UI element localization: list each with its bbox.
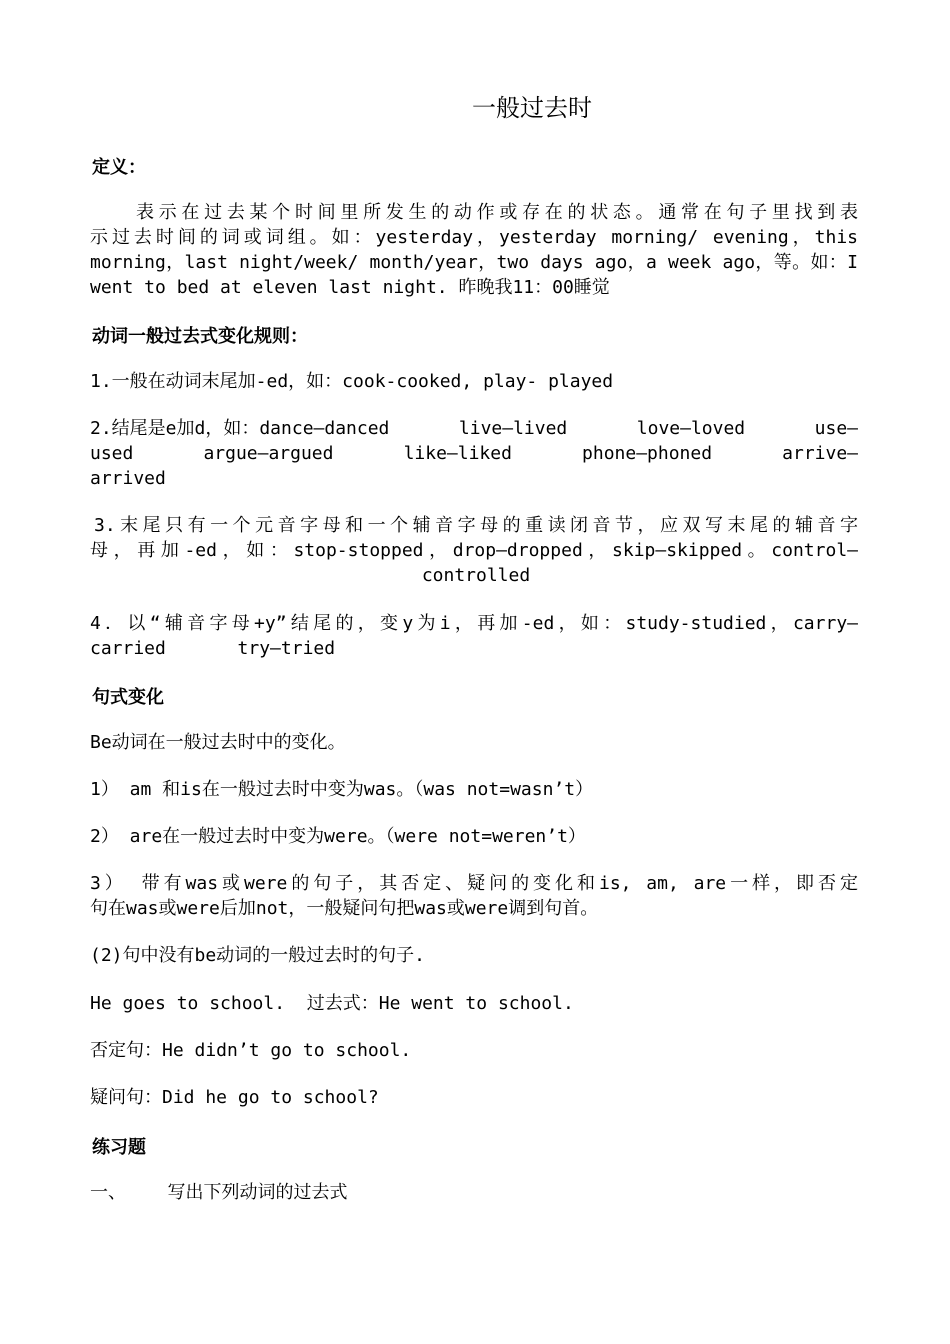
definition-line: morning，last night/week/ month/year，two days ago，a week ago，等。如：I (90, 252, 858, 273)
rule-4 (90, 611, 858, 661)
no-be-heading: (2)句中没有be动词的一般过去时的句子. (90, 945, 426, 966)
rule-3-line: controlled (421, 565, 531, 586)
rule-2-line: arrived (90, 468, 166, 489)
exercise-task: 写出下列动词的过去式 (167, 1182, 348, 1203)
be-item-3 (90, 871, 858, 921)
be-item-3-line: 句在was或were后加not，一般疑问句把was或were调到句首。 (90, 898, 599, 919)
rule-4-line: 4．以“辅音字母+y”结尾的，变y为i，再加-ed，如：study-studied，carry— (90, 613, 858, 634)
rule-3-line: 母，再加-ed，如：stop-stopped，drop—dropped，skip—skipped。control— (90, 540, 858, 561)
rule-2-word: arrive— (782, 443, 858, 464)
rules-heading: 动词一般过去式变化规则： (92, 326, 308, 347)
definition-paragraph (90, 200, 858, 300)
definition-heading: 定义： (92, 157, 146, 178)
rule-2-word: used (90, 443, 134, 464)
exercise-item-1 (90, 1180, 858, 1205)
question-sentence: 疑问句：Did he go to school? (90, 1087, 379, 1108)
rule-3-line: 3.末尾只有一个元音字母和一个辅音字母的重读闭音节，应双写末尾的辅音字 (94, 515, 858, 536)
example-sentence: He goes to school. 过去式：He went to school. (90, 993, 574, 1014)
rule-1: 1.一般在动词末尾加-ed，如：cook-cooked, play- played (90, 371, 614, 392)
definition-line: 示过去时间的词或词组。如：yesterday，yesterday morning/ evening，this (90, 227, 858, 248)
be-item-2: 2） are在一般过去时中变为were。（were not=weren’t） (90, 826, 586, 847)
be-item-3-line: 3） 带有was或were的句子，其否定、疑问的变化和is, am, are一样，即否定 (90, 873, 858, 894)
rule-4-word: try—tried (237, 638, 336, 659)
definition-line: 表示在过去某个时间里所发生的动作或存在的状态。通常在句子里找到表 (136, 202, 858, 223)
page-title: 一般过去时 (472, 94, 592, 122)
rule-2 (90, 416, 858, 491)
be-intro: Be动词在一般过去时中的变化。 (90, 732, 346, 753)
rule-2-word: love—loved (636, 418, 746, 439)
rule-2-line (90, 416, 858, 441)
sentence-heading: 句式变化 (92, 687, 164, 708)
exercise-heading: 练习题 (92, 1137, 146, 1158)
rule-4-line (90, 636, 858, 661)
exercise-number: 一、 (90, 1182, 126, 1203)
negative-sentence: 否定句：He didn’t go to school. (90, 1040, 412, 1061)
be-item-1: 1） am 和is在一般过去时中变为was。（was not=wasn’t） (90, 779, 594, 800)
rule-2-word: phone—phoned (582, 443, 713, 464)
rule-2-word: use— (814, 418, 858, 439)
rule-4-word: carried (90, 638, 166, 659)
definition-line: went to bed at eleven last night. 昨晚我11：00睡觉 (90, 277, 610, 298)
rule-2-word: argue—argued (203, 443, 334, 464)
rule-2-word: live—lived (458, 418, 568, 439)
rule-3 (90, 513, 858, 588)
rule-2-line (90, 441, 858, 466)
rule-2-word: like—liked (403, 443, 512, 464)
rule-2-word: 2.结尾是e加d，如：dance—danced (90, 418, 390, 439)
